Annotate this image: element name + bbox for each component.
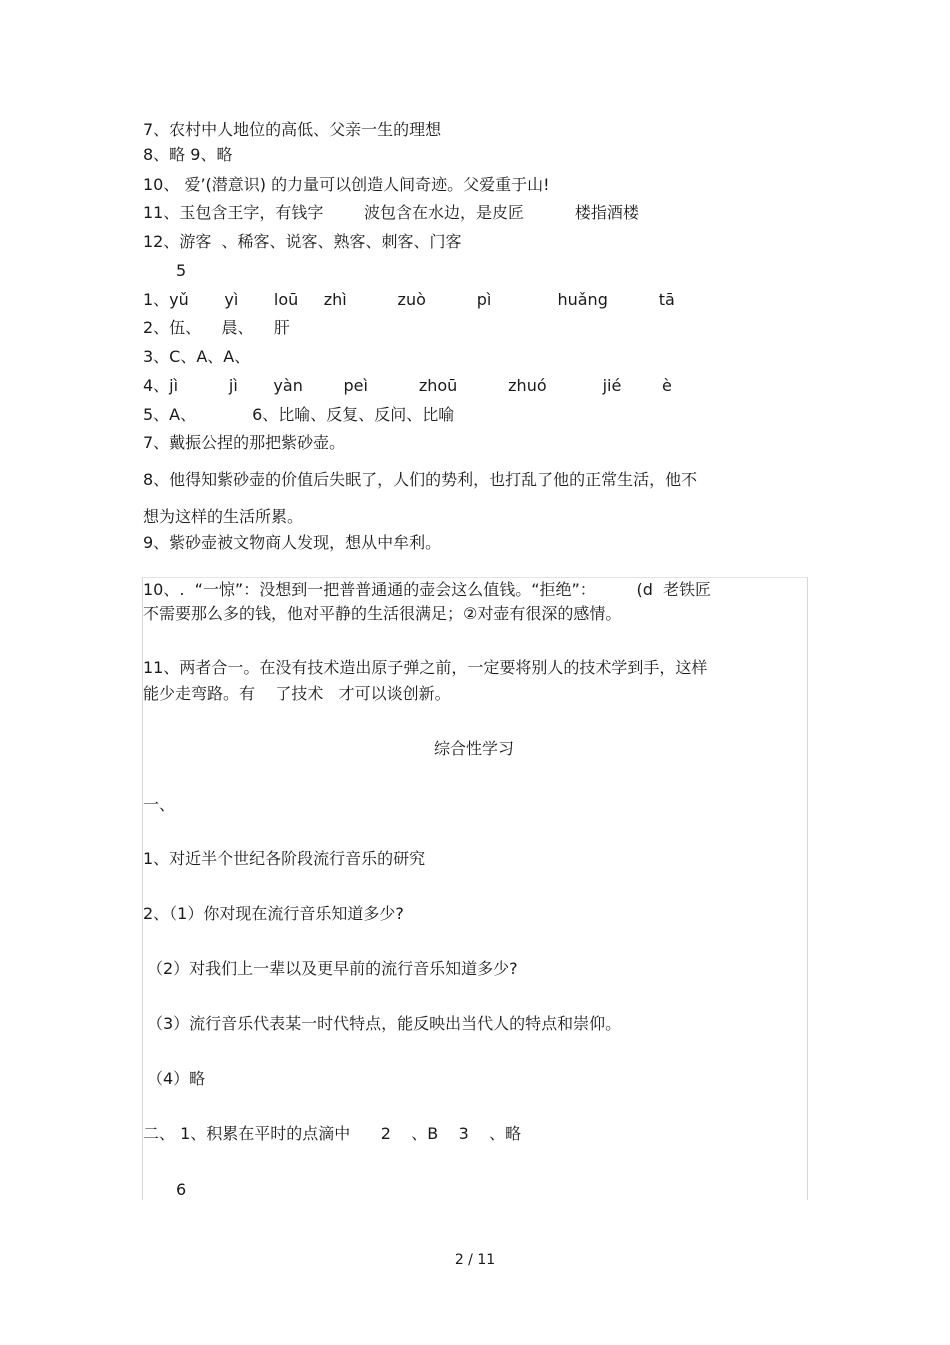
part-one-label: 一、 xyxy=(143,795,176,814)
answer-line-2: 2、伍、 晨、 肝 xyxy=(143,318,290,337)
answer-line-12: 12、游客 、稀客、说客、熟客、刺客、门客 xyxy=(143,232,462,251)
answer-line-3: 3、C、A、A、 xyxy=(143,347,251,366)
answer-line-11: 11、玉包含王字，有钱字 波包含在水边，是皮匠 楼指酒楼 xyxy=(143,203,639,222)
item-2-sub-2: （2）对我们上一辈以及更早前的流行音乐知道多少? xyxy=(147,959,518,978)
answer-line-11b-cont: 能少走弯路。有 了技术 才可以谈创新。 xyxy=(143,684,451,703)
pinyin-line-4: 4、jì jì yàn peì zhoū zhuó jié è xyxy=(143,376,672,395)
answer-line-8-9: 8、略 9、略 xyxy=(143,145,233,164)
answer-line-8b-cont: 想为这样的生活所累。 xyxy=(143,507,304,526)
item-2: 2、（1）你对现在流行音乐知道多少? xyxy=(143,904,404,923)
answer-line-10b: 10、. “一惊”：没想到一把普普通通的壶会这么值钱。“拒绝”： (d 老铁匠 xyxy=(143,580,712,599)
section-number-5: 5 xyxy=(176,261,187,280)
answer-line-5-6: 5、A、 6、比喻、反复、反问、比喻 xyxy=(143,405,455,424)
page-number: 2 / 11 xyxy=(454,1252,496,1268)
pinyin-line-1: 1、yǔ yì loū zhì zuò pì huǎng tā xyxy=(143,290,675,309)
item-2-sub-3: （3）流行音乐代表某一时代特点，能反映出当代人的特点和崇仰。 xyxy=(147,1014,622,1033)
answer-line-8b: 8、他得知紫砂壶的价值后失眠了，人们的势利，也打乱了他的正常生活，他不 xyxy=(143,470,698,489)
item-2-sub-4: （4）略 xyxy=(147,1069,206,1088)
answer-line-11b: 11、两者合一。在没有技术造出原子弹之前，一定要将别人的技术学到手，这样 xyxy=(143,658,708,677)
answer-line-10b-cont: 不需要那么多的钱，他对平静的生活很满足；②对壶有很深的感情。 xyxy=(143,604,622,623)
answer-line-10: 10、 爱’(潜意识) 的力量可以创造人间奇迹。父爱重于山! xyxy=(143,175,550,194)
section-number-6: 6 xyxy=(176,1180,187,1199)
answer-line-7b: 7、戴振公捏的那把紫砂壶。 xyxy=(143,433,346,452)
item-1: 1、对近半个世纪各阶段流行音乐的研究 xyxy=(143,849,426,868)
answer-line-7: 7、农村中人地位的高低、父亲一生的理想 xyxy=(143,120,442,139)
section-title: 综合性学习 xyxy=(433,739,514,758)
part-two-line: 二、 1、积累在平时的点滴中 2 、B 3 、略 xyxy=(143,1124,522,1143)
answer-line-9b: 9、紫砂壶被文物商人发现，想从中牟利。 xyxy=(143,533,442,552)
